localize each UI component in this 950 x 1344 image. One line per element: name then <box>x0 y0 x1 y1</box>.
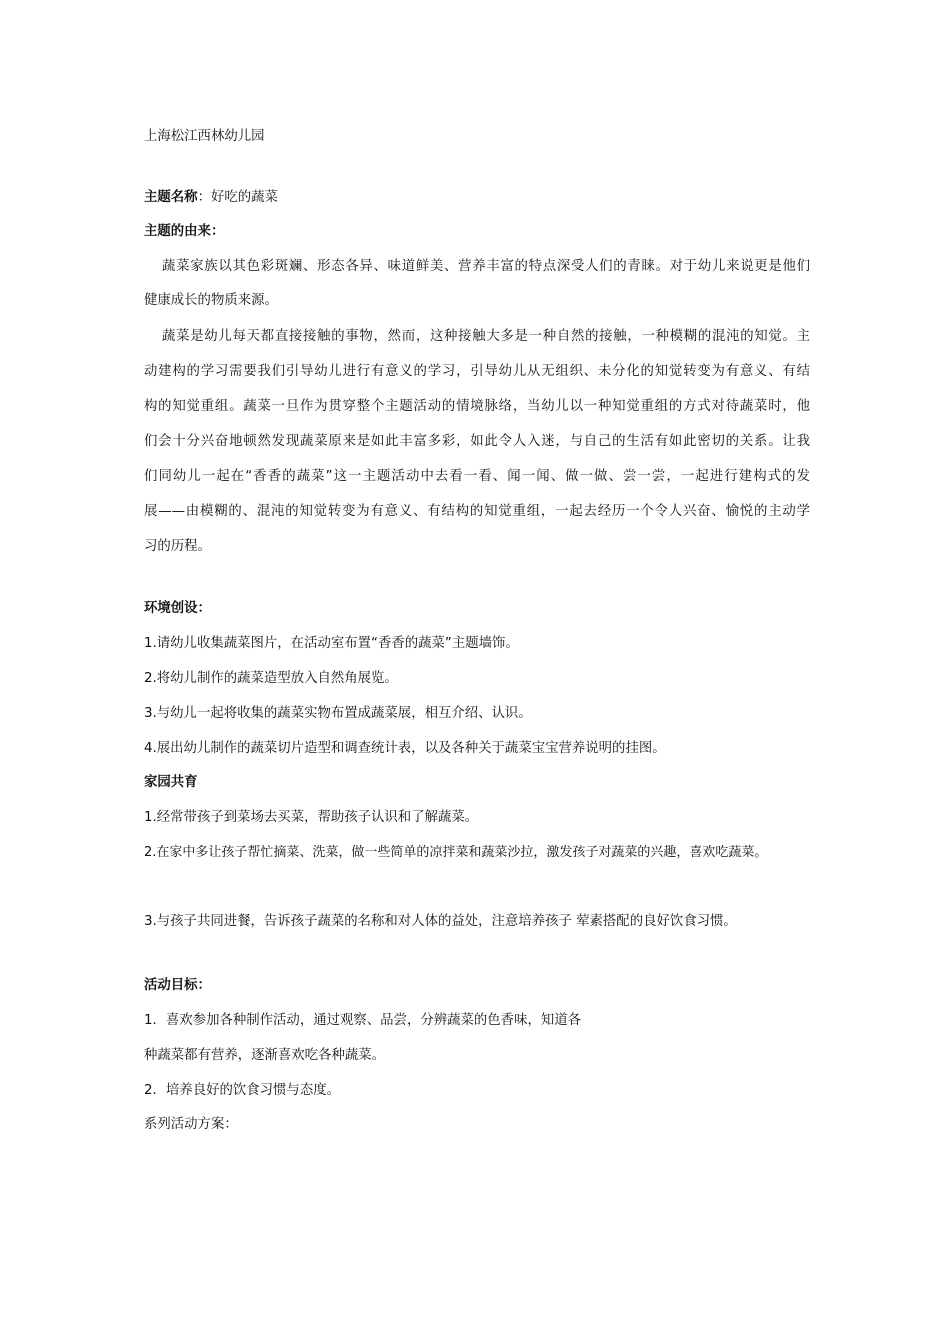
goal-line: 种蔬菜都有营养，逐渐喜欢吃各种蔬菜。 <box>144 1048 386 1063</box>
origin-para2-line: 习的历程。 <box>144 539 211 554</box>
theme-name-label: 主题名称 <box>144 190 198 205</box>
home-item: 1.经常带孩子到菜场去买菜，帮助孩子认识和了解蔬菜。 <box>144 810 479 825</box>
origin-para1-line: 健康成长的物质来源。 <box>144 293 278 308</box>
goal-line: 2．培养良好的饮食习惯与态度。 <box>144 1083 340 1098</box>
origin-para2-line: 构的知觉重组。蔬菜一旦作为贯穿整个主题活动的情境脉络，当幼儿以一种知觉重组的方式对待蔬菜时，他 <box>144 399 810 414</box>
origin-para2-line: 动建构的学习需要我们引导幼儿进行有意义的学习，引导幼儿从无组织、未分化的知觉转变为有意义、有结 <box>144 364 810 379</box>
goal-line: 1．喜欢参加各种制作活动，通过观察、品尝，分辨蔬菜的色香味，知道各 <box>144 1013 582 1028</box>
environment-item: 4.展出幼儿制作的蔬菜切片造型和调查统计表，以及各种关于蔬菜宝宝营养说明的挂图。 <box>144 741 666 756</box>
environment-item: 3.与幼儿一起将收集的蔬菜实物布置成蔬菜展，相互介绍、认识。 <box>144 706 532 721</box>
theme-name-line <box>144 188 278 208</box>
theme-name-colon: ： <box>197 190 211 205</box>
environment-item: 2.将幼儿制作的蔬菜造型放入自然角展览。 <box>144 671 398 686</box>
origin-para2-line: 蔬菜是幼儿每天都直接接触的事物，然而，这种接触大多是一种自然的接触，一种模糊的混沌的知觉。主 <box>162 329 810 344</box>
origin-heading: 主题的由来： <box>144 224 225 239</box>
origin-para2-line: 们会十分兴奋地顿然发现蔬菜原来是如此丰富多彩，如此令人入迷，与自己的生活有如此密切的关系。让我 <box>144 434 810 449</box>
environment-item: 1.请幼儿收集蔬菜图片，在活动室布置“香香的蔬菜”主题墙饰。 <box>144 636 519 651</box>
home-item: 2.在家中多让孩子帮忙摘菜、洗菜，做一些简单的凉拌菜和蔬菜沙拉，激发孩子对蔬菜的兴趣，喜欢吃蔬菜。 <box>144 845 768 860</box>
origin-para1-line: 蔬菜家族以其色彩斑斓、形态各异、味道鲜美、营养丰富的特点深受人们的青睐。对于幼儿来说更是他们 <box>162 259 810 274</box>
origin-para2-line: 们同幼儿一起在“香香的蔬菜”这一主题活动中去看一看、闻一闻、做一做、尝一尝，一起进行建构式的发 <box>144 469 810 484</box>
home-heading: 家园共育 <box>144 775 198 790</box>
series-heading: 系列活动方案： <box>144 1117 238 1132</box>
school-name: 上海松江西林幼儿园 <box>144 129 265 144</box>
document-page <box>144 0 810 1344</box>
home-item: 3.与孩子共同进餐，告诉孩子蔬菜的名称和对人体的益处，注意培养孩子 荤素搭配的良好饮食习惯。 <box>144 914 737 929</box>
goals-heading: 活动目标： <box>144 978 211 993</box>
origin-para2-line: 展——由模糊的、混沌的知觉转变为有意义、有结构的知觉重组，一起去经历一个令人兴奋、愉悦的主动学 <box>144 504 810 519</box>
theme-name-value: 好吃的蔬菜 <box>210 190 278 205</box>
environment-heading: 环境创设： <box>144 601 211 616</box>
